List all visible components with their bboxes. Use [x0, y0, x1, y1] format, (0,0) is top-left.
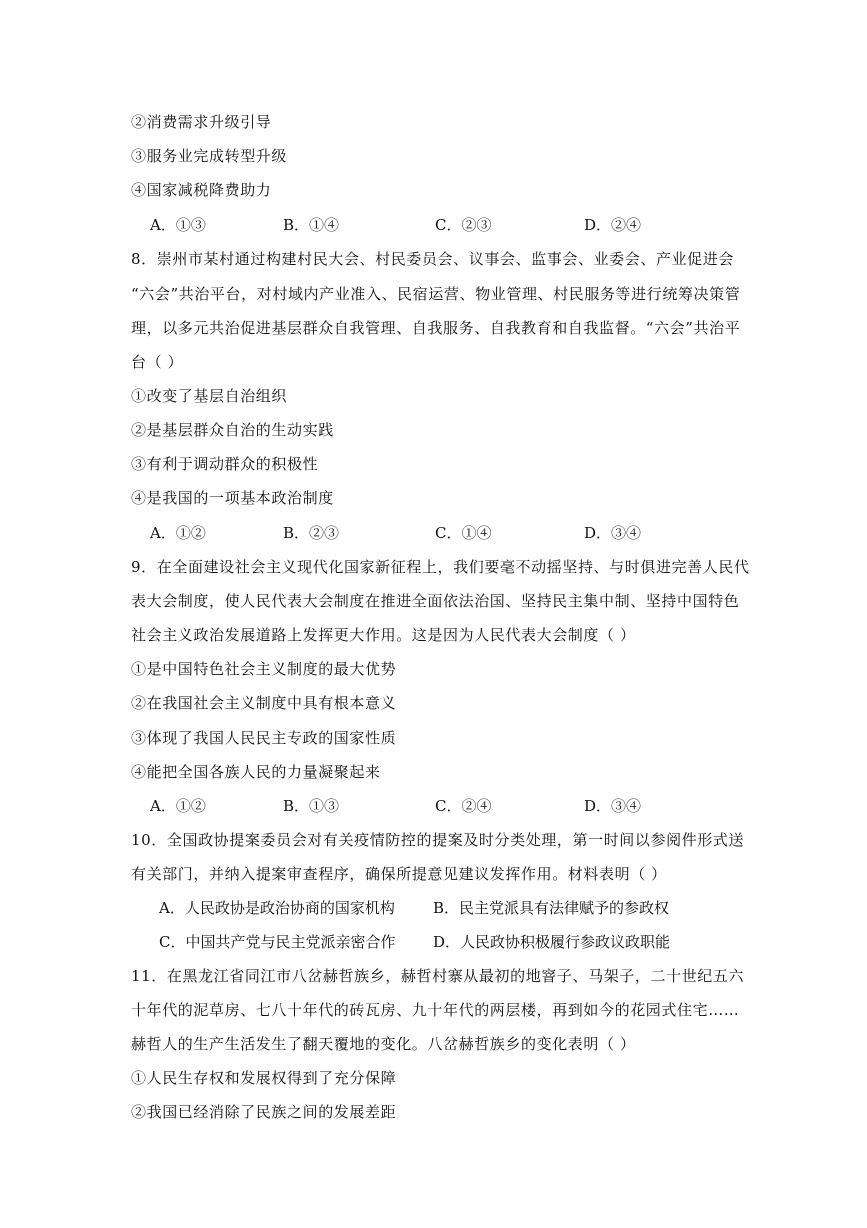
q10-option-b: B．民主党派具有法律赋予的参政权 [433, 899, 670, 917]
q9-option-a: A．①② [150, 797, 206, 815]
q9-option-d: D．③④ [584, 797, 642, 815]
option-a: A．①③ [150, 216, 206, 234]
question-11-line-3: 赫哲人的生产生活发生了翻天覆地的变化。八岔赫哲族乡的变化表明（ ） [131, 1035, 636, 1053]
q9-statement-2: ②在我国社会主义制度中具有根本意义 [131, 694, 397, 712]
question-8-line-3: 理，以多元共治促进基层群众自我管理、自我服务、自我教育和自我监督。“六会”共治平 [131, 319, 741, 337]
statement-3: ③服务业完成转型升级 [131, 147, 288, 165]
q9-statement-4: ④能把全国各族人民的力量凝聚起来 [131, 763, 381, 781]
question-9-line-2: 表大会制度，使人民代表大会制度在推进全面依法治国、坚持民主集中制、坚持中国特色 [131, 592, 740, 610]
q10-option-d: D．人民政协积极履行参政议政职能 [433, 933, 671, 951]
q10-option-a: A．人民政协是政治协商的国家机构 [159, 899, 395, 917]
q9-statement-3: ③体现了我国人民民主专政的国家性质 [131, 729, 397, 747]
question-9-line-3: 社会主义政治发展道路上发挥更大作用。这是因为人民代表大会制度（ ） [131, 626, 636, 644]
q8-option-b: B．②③ [283, 524, 340, 542]
statement-4: ④国家减税降费助力 [131, 181, 272, 199]
q8-statement-4: ④是我国的一项基本政治制度 [131, 489, 334, 507]
q8-statement-3: ③有利于调动群众的积极性 [131, 455, 319, 473]
q8-statement-1: ①改变了基层自治组织 [131, 387, 288, 405]
q11-statement-1: ①人民生存权和发展权得到了充分保障 [131, 1069, 397, 1087]
question-11-line-2: 十年代的泥草房、七八十年代的砖瓦房、九十年代的两层楼，再到如今的花园式住宅…… [131, 1001, 740, 1019]
q8-statement-2: ②是基层群众自治的生动实践 [131, 421, 334, 439]
question-8-line-4: 台（ ） [131, 353, 184, 371]
q9-option-b: B．①③ [283, 797, 340, 815]
option-c: C．②③ [435, 216, 492, 234]
option-b: B．①④ [283, 216, 340, 234]
q8-option-d: D．③④ [584, 524, 642, 542]
q8-option-a: A．①② [150, 524, 206, 542]
statement-2: ②消费需求升级引导 [131, 113, 272, 131]
q8-option-c: C．①④ [435, 524, 492, 542]
question-11-line-1: 11．在黑龙江省同江市八岔赫哲族乡，赫哲村寨从最初的地窨子、马架子，二十世纪五六 [131, 967, 745, 985]
q10-option-c: C．中国共产党与民主党派亲密合作 [159, 933, 396, 951]
question-10-line-2: 有关部门，并纳入提案审查程序，确保所提意见建议发挥作用。材料表明（ ） [131, 865, 667, 883]
q9-statement-1: ①是中国特色社会主义制度的最大优势 [131, 660, 397, 678]
question-8-line-1: 8．崇州市某村通过构建村民大会、村民委员会、议事会、监事会、业委会、产业促进会 [131, 250, 734, 268]
q9-option-c: C．②④ [435, 797, 492, 815]
question-9-line-1: 9．在全面建设社会主义现代化国家新征程上，我们要毫不动摇坚持、与时俱进完善人民代 [131, 558, 750, 576]
question-10-line-1: 10．全国政协提案委员会对有关疫情防控的提案及时分类处理，第一时间以参阅件形式送 [131, 831, 745, 849]
option-d: D．②④ [584, 216, 642, 234]
q11-statement-2: ②我国已经消除了民族之间的发展差距 [131, 1103, 397, 1121]
question-8-line-2: “六会”共治平台，对村域内产业准入、民宿运营、物业管理、村民服务等进行统筹决策管 [131, 285, 741, 303]
